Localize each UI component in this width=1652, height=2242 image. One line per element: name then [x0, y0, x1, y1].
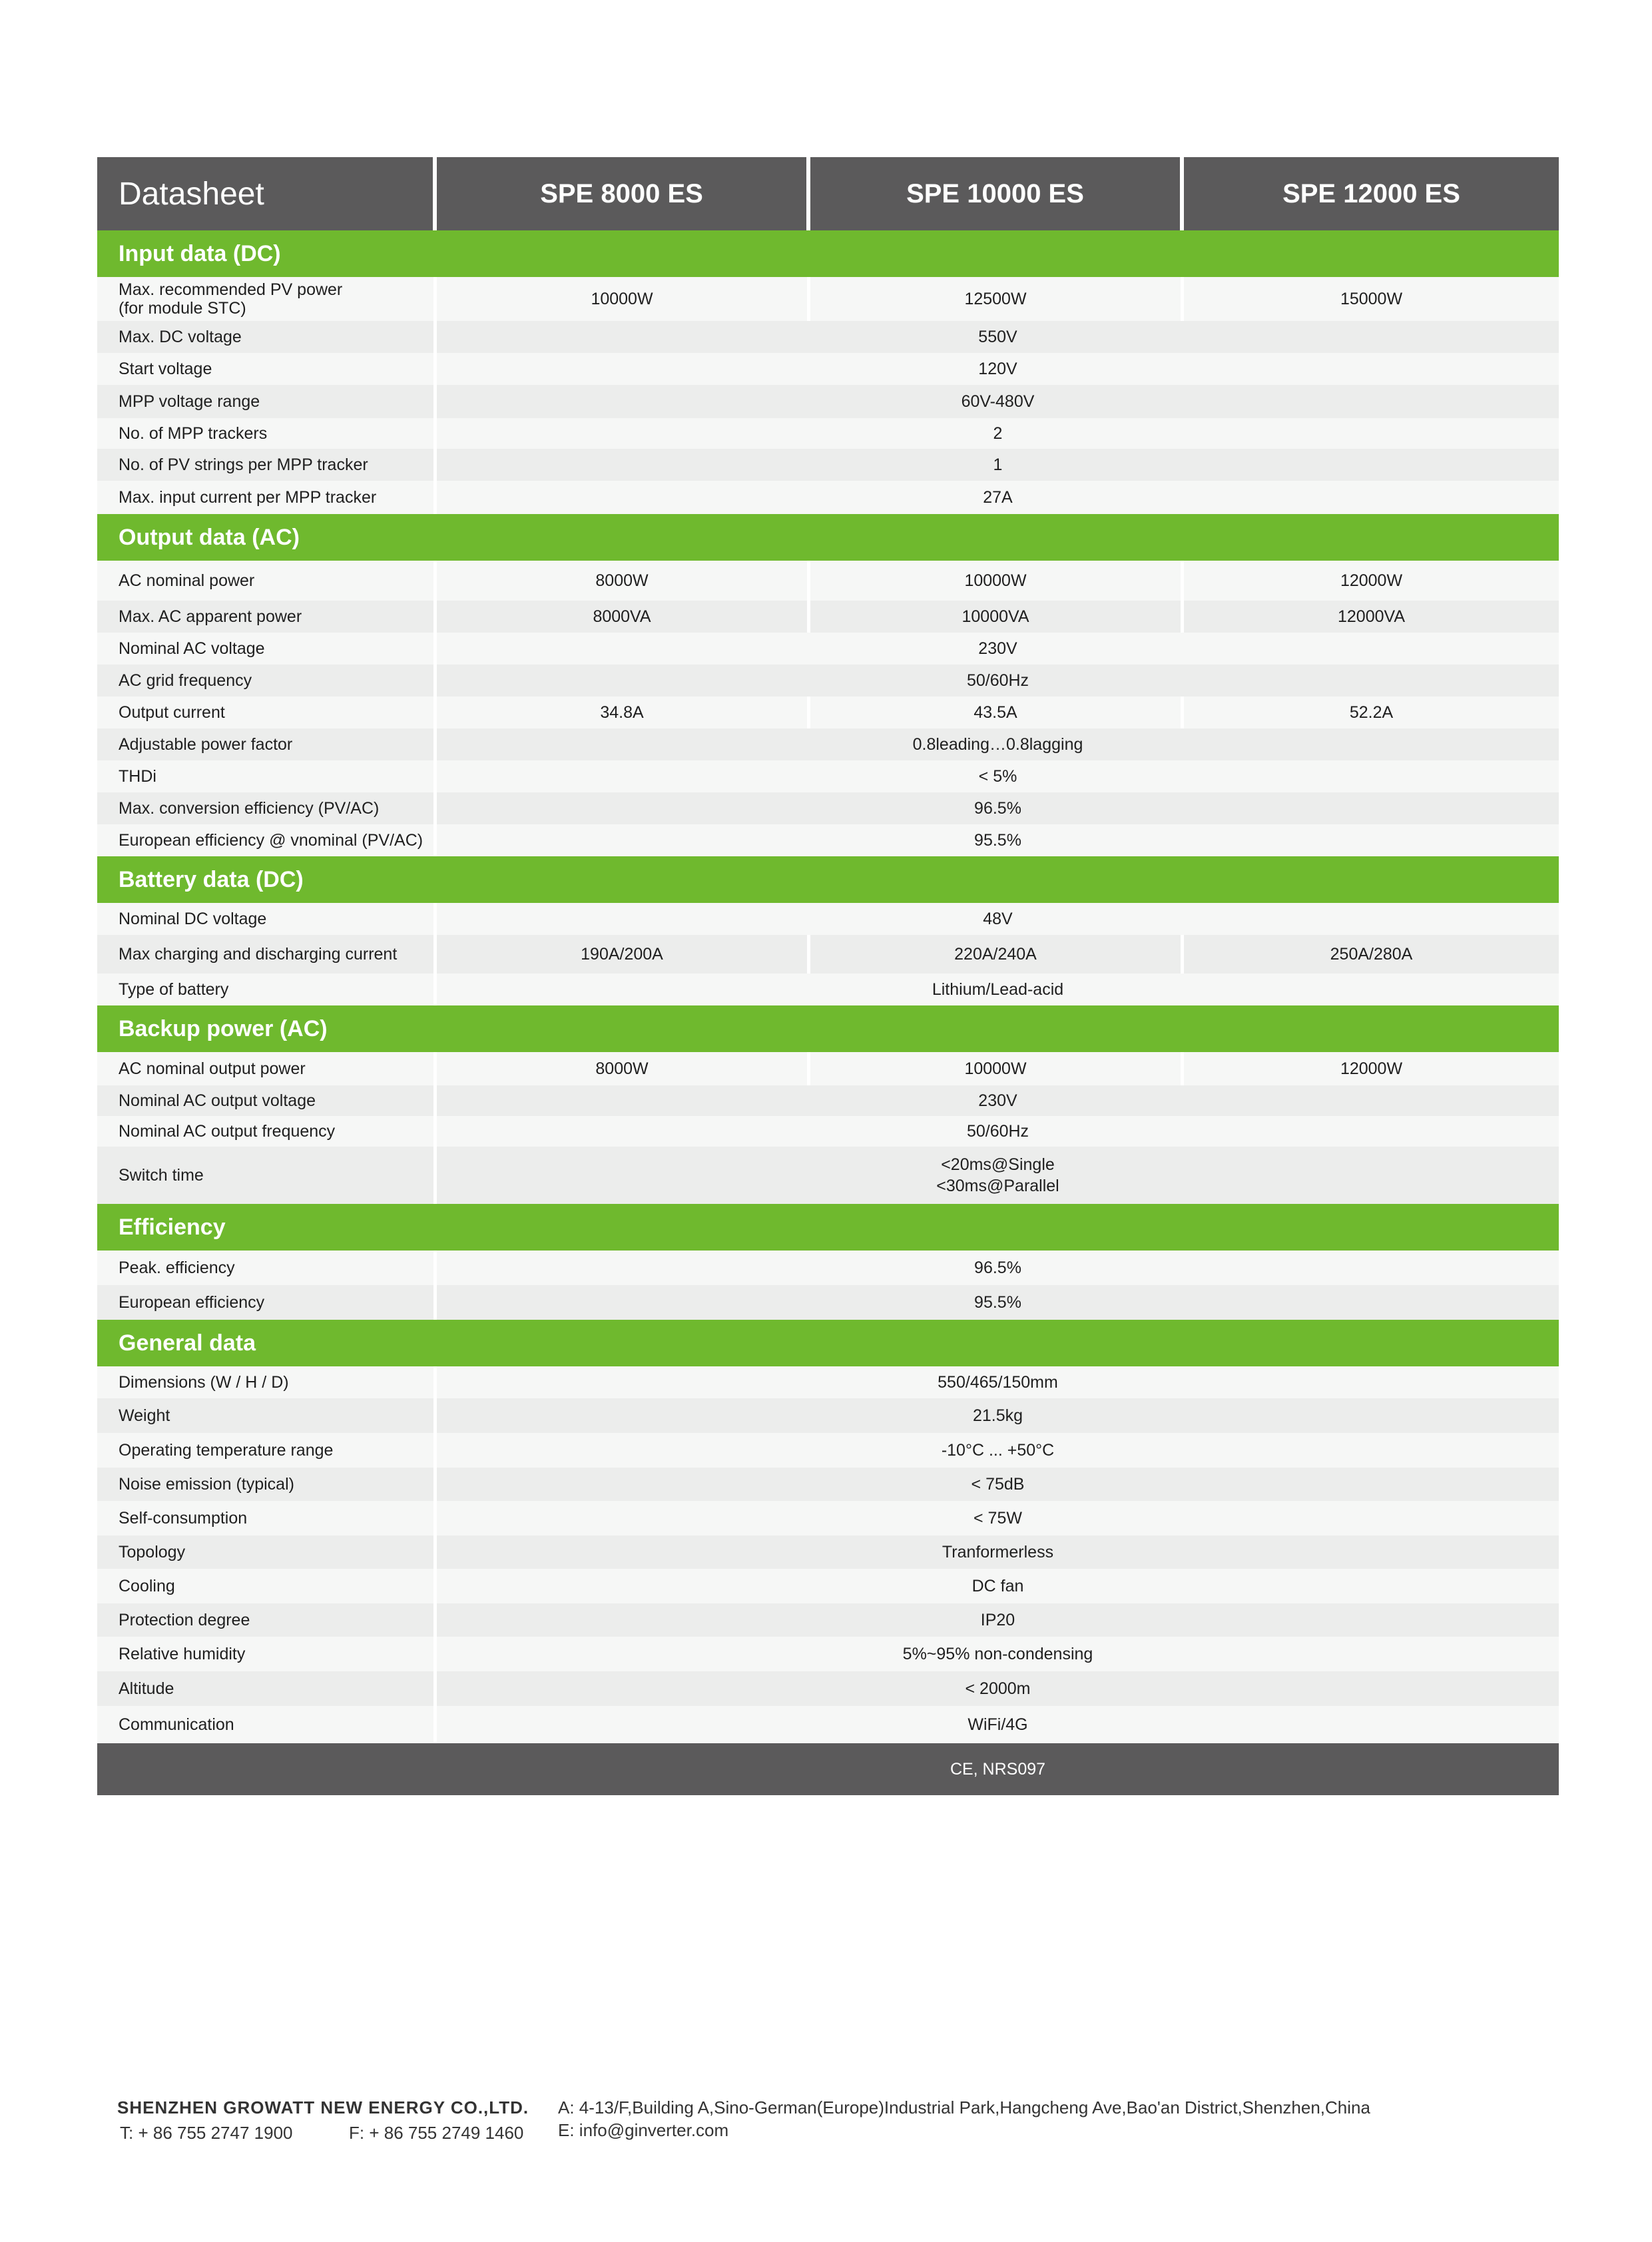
- row-value: 21.5kg: [437, 1398, 1559, 1433]
- table-row: [97, 1085, 1559, 1116]
- table-row: [97, 1501, 1559, 1536]
- table-row: [97, 728, 1559, 760]
- table-row: [97, 824, 1559, 856]
- row-label: Max. conversion efficiency (PV/AC): [97, 792, 437, 824]
- row-value: 50/60Hz: [437, 1116, 1559, 1147]
- row-label: Dimensions (W / H / D): [97, 1366, 437, 1398]
- table-row: [97, 697, 1559, 728]
- table-row: [97, 1366, 1559, 1398]
- row-value: 96.5%: [437, 1251, 1559, 1285]
- company-fax: F: + 86 755 2749 1460: [349, 2123, 524, 2143]
- row-value: Tranformerless: [437, 1536, 1559, 1569]
- row-label: Switch time: [97, 1147, 437, 1204]
- table-row: [97, 1398, 1559, 1433]
- section-output-data: Output data (AC): [97, 514, 1559, 561]
- row-label: Cooling: [97, 1569, 437, 1603]
- table-row: [97, 903, 1559, 935]
- row-label: Max charging and discharging current: [97, 935, 437, 974]
- row-value: < 5%: [437, 760, 1559, 792]
- table-row: [97, 974, 1559, 1005]
- row-value: 550/465/150mm: [437, 1366, 1559, 1398]
- switch-time-parallel: <30ms@Parallel: [936, 1177, 1059, 1195]
- row-value: DC fan: [437, 1569, 1559, 1603]
- row-label: MPP voltage range: [97, 385, 437, 418]
- row-value: 50/60Hz: [437, 665, 1559, 697]
- row-label: AC nominal power: [97, 561, 437, 601]
- row-label: Noise emission (typical): [97, 1468, 437, 1501]
- row-label: THDi: [97, 760, 437, 792]
- company-phone: T: + 86 755 2747 1900: [120, 2123, 293, 2143]
- table-row: [97, 449, 1559, 481]
- row-value: < 75W: [437, 1501, 1559, 1536]
- row-label: Protection degree: [97, 1603, 437, 1637]
- row-value: 48V: [437, 903, 1559, 935]
- value-10000: 10000VA: [810, 601, 1184, 633]
- value-8000: 190A/200A: [437, 935, 810, 974]
- row-label: Start voltage: [97, 353, 437, 385]
- row-label: Topology: [97, 1536, 437, 1569]
- datasheet-title: Datasheet: [97, 157, 437, 230]
- row-value: WiFi/4G: [437, 1706, 1559, 1743]
- section-general-data: General data: [97, 1320, 1559, 1366]
- value-12000: 15000W: [1184, 277, 1559, 321]
- value-8000: 8000W: [437, 1052, 810, 1085]
- row-label: Relative humidity: [97, 1637, 437, 1671]
- table-row: [97, 1706, 1559, 1743]
- table-row: [97, 1433, 1559, 1468]
- table-row: [97, 665, 1559, 697]
- row-value: IP20: [437, 1603, 1559, 1637]
- row-value: 95.5%: [437, 1285, 1559, 1320]
- table-row: [97, 385, 1559, 418]
- row-value: Lithium/Lead-acid: [437, 974, 1559, 1005]
- table-row: [97, 935, 1559, 974]
- row-label-line2: (for module STC): [119, 299, 246, 318]
- model-header-10000: SPE 10000 ES: [810, 157, 1184, 230]
- section-battery-data: Battery data (DC): [97, 856, 1559, 903]
- row-value: 5%~95% non-condensing: [437, 1637, 1559, 1671]
- table-row: [97, 760, 1559, 792]
- table-row: [97, 1147, 1559, 1204]
- model-header-8000: SPE 8000 ES: [437, 157, 810, 230]
- row-value: 96.5%: [437, 792, 1559, 824]
- value-8000: 10000W: [437, 277, 810, 321]
- model-header-12000: SPE 12000 ES: [1184, 157, 1559, 230]
- certification-value: CE, NRS097: [950, 1759, 1046, 1779]
- value-8000: 8000VA: [437, 601, 810, 633]
- row-label: Nominal DC voltage: [97, 903, 437, 935]
- row-label: Output current: [97, 697, 437, 728]
- row-label: Type of battery: [97, 974, 437, 1005]
- certification-bar: [97, 1743, 1559, 1795]
- row-label: [97, 277, 437, 321]
- company-name: SHENZHEN GROWATT NEW ENERGY CO.,LTD.: [117, 2098, 529, 2117]
- value-10000: 10000W: [810, 561, 1184, 601]
- row-value: < 2000m: [437, 1671, 1559, 1706]
- value-8000: 34.8A: [437, 697, 810, 728]
- table-row: [97, 1052, 1559, 1085]
- value-10000: 10000W: [810, 1052, 1184, 1085]
- table-row: [97, 561, 1559, 601]
- table-row: [97, 1116, 1559, 1147]
- table-row: [97, 1251, 1559, 1285]
- row-label: Nominal AC output voltage: [97, 1085, 437, 1116]
- table-row: [97, 1569, 1559, 1603]
- table-row: [97, 792, 1559, 824]
- row-label: Peak. efficiency: [97, 1251, 437, 1285]
- row-label: Communication: [97, 1706, 437, 1743]
- row-value: 27A: [437, 481, 1559, 514]
- datasheet-table: [97, 157, 1559, 1795]
- row-value: 2: [437, 418, 1559, 449]
- section-efficiency: Efficiency: [97, 1204, 1559, 1251]
- value-12000: 12000W: [1184, 1052, 1559, 1085]
- row-label: Nominal AC output frequency: [97, 1116, 437, 1147]
- value-12000: 12000W: [1184, 561, 1559, 601]
- row-label: Adjustable power factor: [97, 728, 437, 760]
- row-label: Operating temperature range: [97, 1433, 437, 1468]
- table-row: [97, 1285, 1559, 1320]
- row-label: AC nominal output power: [97, 1052, 437, 1085]
- table-row: [97, 353, 1559, 385]
- row-label: Max. DC voltage: [97, 321, 437, 353]
- row-label: No. of MPP trackers: [97, 418, 437, 449]
- value-10000: 220A/240A: [810, 935, 1184, 974]
- row-label: AC grid frequency: [97, 665, 437, 697]
- section-input-data: Input data (DC): [97, 230, 1559, 277]
- value-8000: 8000W: [437, 561, 810, 601]
- row-value: 550V: [437, 321, 1559, 353]
- table-row: [97, 1671, 1559, 1706]
- row-label: Altitude: [97, 1671, 437, 1706]
- company-email: E: info@ginverter.com: [558, 2120, 729, 2140]
- row-value: 120V: [437, 353, 1559, 385]
- value-10000: 43.5A: [810, 697, 1184, 728]
- row-value: 95.5%: [437, 824, 1559, 856]
- value-12000: 12000VA: [1184, 601, 1559, 633]
- table-row: [97, 633, 1559, 665]
- table-row: [97, 1536, 1559, 1569]
- row-label-line1: Max. recommended PV power: [119, 280, 343, 299]
- row-label: No. of PV strings per MPP tracker: [97, 449, 437, 481]
- value-12000: 52.2A: [1184, 697, 1559, 728]
- row-label: Max. AC apparent power: [97, 601, 437, 633]
- table-row: [97, 321, 1559, 353]
- table-row: [97, 601, 1559, 633]
- table-header: [97, 157, 1559, 230]
- table-row: [97, 1603, 1559, 1637]
- row-value: 60V-480V: [437, 385, 1559, 418]
- row-value: 1: [437, 449, 1559, 481]
- switch-time-single: <20ms@Single: [941, 1155, 1055, 1174]
- table-row: [97, 277, 1559, 321]
- company-address: A: 4-13/F,Building A,Sino-German(Europe)Industrial Park,Hangcheng Ave,Bao'an District,Shenzhen,China: [558, 2098, 1370, 2117]
- value-12000: 250A/280A: [1184, 935, 1559, 974]
- row-label: Nominal AC voltage: [97, 633, 437, 665]
- row-value: 0.8leading…0.8lagging: [437, 728, 1559, 760]
- table-row: [97, 1637, 1559, 1671]
- row-label: Weight: [97, 1398, 437, 1433]
- table-row: [97, 1468, 1559, 1501]
- row-label: European efficiency @ vnominal (PV/AC): [97, 824, 437, 856]
- table-row: [97, 418, 1559, 449]
- section-backup-power: Backup power (AC): [97, 1005, 1559, 1052]
- row-label: Self-consumption: [97, 1501, 437, 1536]
- row-value: 230V: [437, 633, 1559, 665]
- row-value: < 75dB: [437, 1468, 1559, 1501]
- table-row: [97, 481, 1559, 514]
- row-value: [437, 1147, 1559, 1204]
- certification-label-blank: [97, 1743, 437, 1795]
- row-label: European efficiency: [97, 1285, 437, 1320]
- row-value: 230V: [437, 1085, 1559, 1116]
- row-value: -10°C ... +50°C: [437, 1433, 1559, 1468]
- value-10000: 12500W: [810, 277, 1184, 321]
- row-label: Max. input current per MPP tracker: [97, 481, 437, 514]
